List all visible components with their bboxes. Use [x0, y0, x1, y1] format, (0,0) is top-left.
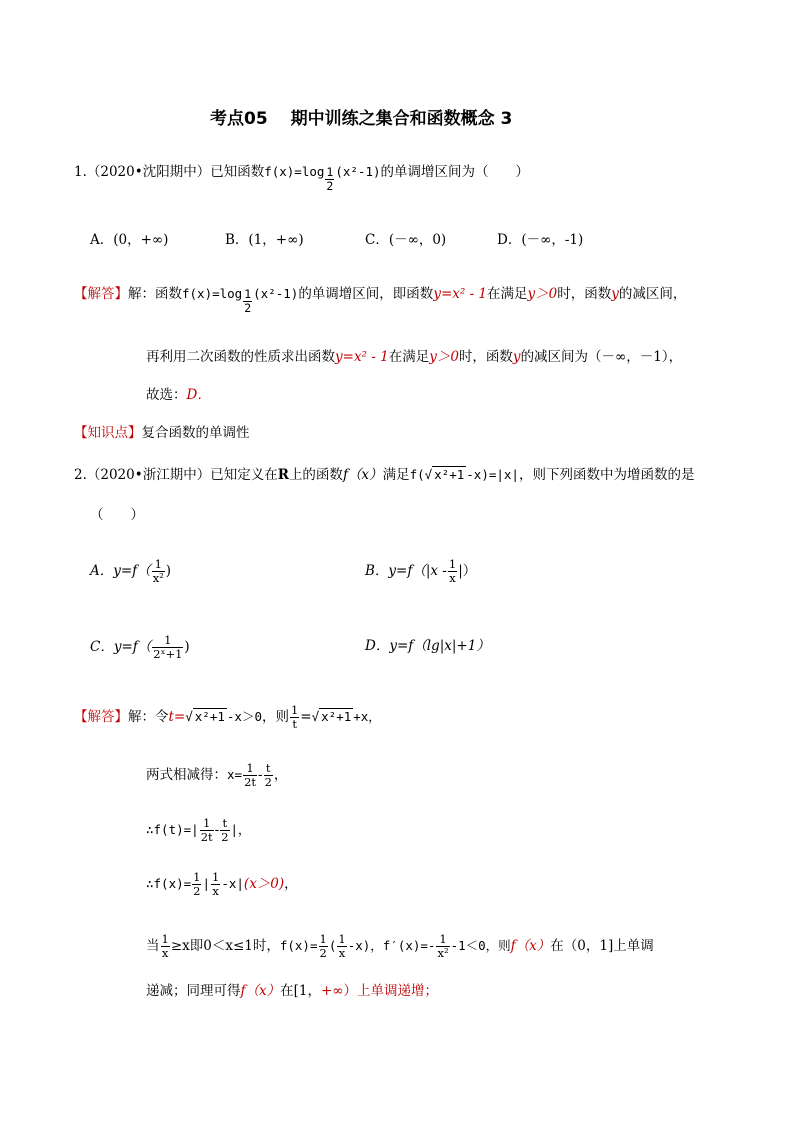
q2-optB-num: 1	[448, 557, 457, 571]
q2-s3d2: 2	[221, 830, 229, 844]
q2-s5f: -x)，f′(x)=-	[347, 938, 436, 953]
q2-paren: （ ）	[90, 507, 144, 523]
q2-s1-rad: x²+1	[194, 709, 225, 724]
q2-optA-den: x²	[152, 571, 164, 585]
q2-answer-line5	[146, 933, 654, 960]
q1-ans-base-den: 2	[244, 301, 252, 315]
q2-s2n2: t	[264, 762, 273, 776]
q2-mid: 上的函数	[288, 467, 343, 483]
q2-suffix: ，则下列函数中为增函数的是	[518, 467, 695, 483]
q1-answer-line3	[146, 389, 211, 403]
q1-knowledge-point	[74, 427, 250, 441]
q2-s5b: ≥x即0＜x≤1时，	[170, 938, 280, 954]
q1-func-pre: f(x)=log	[264, 164, 325, 179]
q1-ans-1d: 在满足	[487, 286, 528, 302]
q2-fx: f（x）	[342, 467, 383, 483]
q2-s2x: x=	[227, 767, 243, 782]
q2-answer-label: 【解答】	[74, 709, 128, 725]
q2-s2-frac1	[243, 762, 257, 789]
q1-option-a: A．(0，+∞)	[90, 232, 169, 248]
q1-ans-1f: 时，函数	[557, 286, 612, 302]
q2-s1-num: 1	[290, 703, 299, 717]
q2-s2d1: 2t	[244, 775, 257, 789]
q2-s5a: 当	[146, 938, 160, 954]
q2-optC-frac	[152, 634, 183, 661]
q2-optC-pre: C．y=f（	[90, 639, 152, 655]
q1-ans-2b: y=x² - 1	[335, 349, 389, 365]
q2-s5c: f(x)=	[279, 938, 318, 953]
q2-s1b: t=	[168, 709, 186, 725]
q1-option-d: D．(－∞，-1)	[497, 232, 584, 248]
q1-prefix: 1.（2020•沈阳期中）已知函数	[74, 164, 265, 180]
q2-s3n1: 1	[200, 817, 214, 831]
q2-s1d: ，则	[261, 709, 289, 725]
q2-s1e: =	[300, 709, 312, 725]
q2-s4-frac1	[192, 871, 201, 898]
q1-ans-2c: 在满足	[388, 349, 430, 365]
q2-s3-frac2	[220, 817, 229, 844]
q1-ans-2f: y	[512, 349, 521, 365]
q1-answer-line2	[146, 351, 682, 365]
q2-optC-num: 1	[152, 634, 183, 648]
q2-s6a: 递减；同理可得	[146, 983, 241, 999]
q2-s4n: 1	[193, 870, 201, 884]
q2-s1-den: t	[292, 717, 297, 731]
q2-s4cond: (x＞0)	[243, 876, 285, 892]
q1-ans-2e: 时，函数	[458, 349, 513, 365]
q1-ans-1a: 解：函数	[128, 286, 182, 302]
q2-s3pre: ∴f(t)=|	[146, 822, 199, 837]
q2-s4d2: x	[212, 884, 219, 898]
q2-prefix: 2.（2020•浙江期中）已知定义在	[74, 467, 278, 483]
q2-s5h: f（x）	[510, 938, 551, 954]
q2-s2: 两式相减得：	[146, 767, 227, 783]
q2-s5d4: x²	[437, 946, 449, 960]
q1-answer-choice: D．	[186, 387, 211, 403]
q1-ans-1e: y＞0	[527, 286, 558, 302]
q2-s5e: (	[328, 938, 337, 953]
q2-s3d1: 2t	[200, 830, 213, 844]
q2-option-c	[90, 634, 190, 661]
q2-s3end: |，	[230, 822, 251, 837]
q2-optB-frac	[448, 558, 457, 585]
q1-func	[264, 164, 381, 193]
q2-s6d: +∞）上单调递增；	[320, 983, 439, 999]
q2-option-a	[90, 558, 171, 585]
q1-ans-2d: y＞0	[429, 349, 459, 365]
q2-optA-num: 1	[152, 558, 165, 572]
q2-answer-line3	[146, 817, 251, 844]
q2-s2end: ，	[273, 767, 288, 783]
q2-s5d2: 2	[319, 946, 327, 960]
q1-answer-label: 【解答】	[74, 286, 128, 302]
q2-answer-line2	[146, 762, 287, 789]
q2-s5n2: 1	[319, 932, 327, 946]
q1-kp-label: 【知识点】	[74, 425, 142, 441]
q2-s4-frac2	[211, 871, 220, 898]
q2-cond-f: f(	[409, 467, 425, 482]
q1-func-arg: (x²-1)	[335, 164, 381, 179]
q1-option-b: B．(1，+∞)	[225, 232, 304, 248]
q2-answer-line1	[74, 704, 381, 731]
q2-optC-post: )	[184, 639, 190, 655]
q1-ans-1b: 的单调增区间，即函数	[298, 286, 434, 302]
q2-s2-frac2	[264, 762, 273, 789]
q2-answer-line4	[146, 871, 298, 898]
q2-s3minus: -	[214, 822, 220, 838]
q1-ans-1g: y	[611, 286, 619, 302]
q2-s4d: 2	[193, 884, 201, 898]
q2-optA-frac	[152, 558, 165, 585]
q1-kp-text: 复合函数的单调性	[141, 425, 250, 441]
q1-ans-3a: 故选：	[146, 387, 187, 403]
q1-option-c: C．(－∞，0)	[365, 232, 447, 248]
q2-s5-frac3	[337, 933, 346, 960]
q1-stem	[74, 166, 529, 193]
q2-condition: f(√ x²+1 -x)=|x|	[409, 467, 519, 482]
q2-s6c: 在[1，	[280, 983, 321, 999]
q1-ans-1h: 的减区间，	[618, 286, 687, 302]
q1-base-num: 1	[326, 165, 334, 179]
q2-s2minus: -	[258, 767, 263, 783]
q2-cond-rad: x²+1	[434, 467, 465, 482]
q2-stem	[74, 469, 694, 483]
q1-ans-1c: y=x² - 1	[433, 286, 488, 302]
q2-satisfy: 满足	[382, 467, 410, 483]
q2-s3n2: t	[220, 817, 229, 831]
q2-option-b	[365, 558, 476, 585]
q2-optA-pre: A．y=f（	[90, 563, 151, 579]
q2-s2d2: 2	[264, 775, 272, 789]
q2-s1-expr: √ x²+1 -x＞0	[185, 709, 262, 724]
q1-ans-func-arg: (x²-1)	[253, 286, 299, 301]
q2-s1-expr2: √ x²+1 +x，	[311, 709, 381, 724]
q1-base-den: 2	[326, 179, 334, 193]
q1-ans-func	[182, 286, 299, 315]
q1-log-base	[325, 166, 334, 193]
q2-s1-rad2: x²+1	[321, 709, 352, 724]
q2-s5d3: x	[338, 946, 346, 960]
q2-cond-rest: -x)=|x|	[466, 467, 519, 482]
q2-optB-post: |）	[458, 563, 477, 579]
q2-optC-den: 2ˣ+1	[153, 647, 183, 661]
q2-s4mid: |	[202, 876, 211, 891]
page-title: 考点05 期中训练之集合和函数概念 3	[210, 109, 513, 129]
q2-s6b: f（x）	[240, 983, 281, 999]
q2-s1c: -x＞0	[226, 709, 262, 724]
q2-s4n2: 1	[212, 870, 220, 884]
q2-s1-frac	[290, 704, 299, 731]
q1-ans-2g: 的减区间为（－∞，－1），	[520, 349, 683, 365]
q1-ans-base-num: 1	[244, 287, 252, 301]
q2-s2n1: 1	[243, 762, 257, 776]
q2-s4pre: ∴f(x)=	[146, 876, 192, 891]
q2-s5-frac4	[436, 933, 449, 960]
q1-ans-2a: 再利用二次函数的性质求出函数	[146, 349, 335, 365]
q2-s4end: ，	[284, 876, 298, 892]
q1-ans-log-base	[243, 288, 252, 315]
q2-s4post: -x|	[221, 876, 244, 891]
q2-R: R	[277, 467, 289, 483]
q2-s5-frac2	[319, 933, 328, 960]
q2-s5g: -1＜0，则	[450, 938, 511, 953]
q2-optB: B．y=f（|x -	[365, 563, 447, 579]
q2-s3-frac1	[200, 817, 214, 844]
q1-suffix: 的单调增区间为（ ）	[380, 164, 530, 180]
q1-ans-func-pre: f(x)=log	[182, 286, 243, 301]
q2-option-d: D．y=f（lg|x|+1）	[365, 638, 490, 654]
q2-s5-frac1	[161, 933, 170, 960]
q2-optA-post: )	[165, 563, 172, 579]
q2-s5i: 在（0，1]上单调	[550, 938, 654, 954]
q2-s1f: +x，	[353, 709, 381, 724]
q2-answer-line6	[146, 985, 438, 999]
q2-s1a: 解：令	[128, 709, 169, 725]
q2-s5n3: 1	[338, 932, 346, 946]
q2-s5n: 1	[161, 932, 169, 946]
q2-optB-den: x	[449, 571, 456, 585]
q2-s5d: x	[161, 946, 169, 960]
q1-answer-line1	[74, 288, 686, 315]
q2-s5n4: 1	[436, 933, 449, 947]
